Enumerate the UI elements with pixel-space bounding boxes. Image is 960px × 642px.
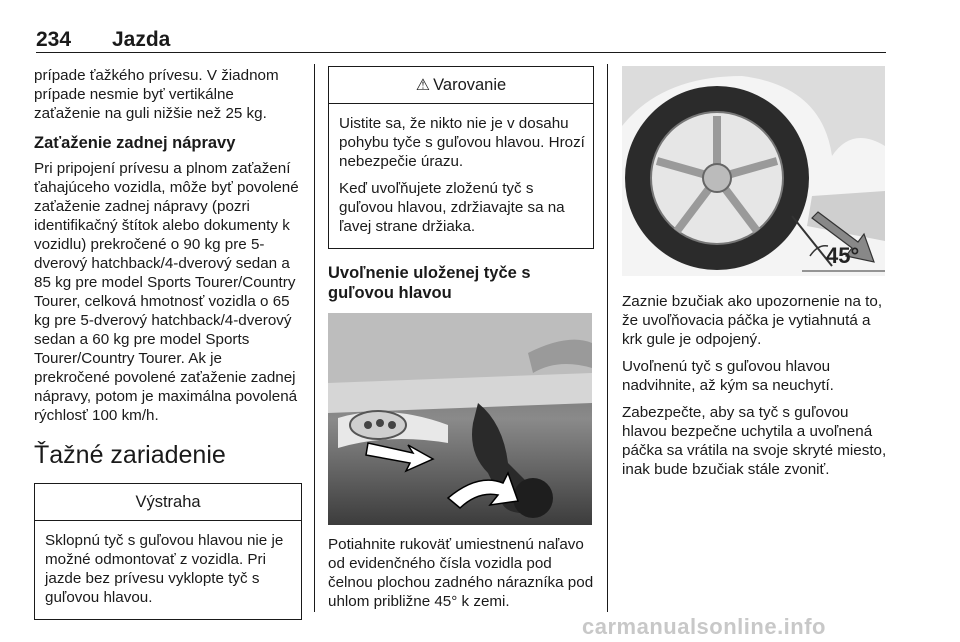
heading-rear-axle-load: Zaťaženie zadnej nápravy	[34, 134, 236, 152]
paragraph-pull-handle: Potiahnite rukoväť umiestnenú naľavo od evidenčného čísla vozidla pod čelnou plochou zadného nárazníka pod uhlom približne 45° k zemi.	[328, 536, 594, 610]
page-header	[36, 28, 886, 50]
warning-box-text-1: Uistite sa, že nikto nie je v dosahu pohybu tyče s guľovou hlavou. Hrozí nebezpečie úrazu.	[339, 115, 585, 170]
release-handle-illustration	[328, 313, 592, 525]
page-number: 234	[36, 28, 72, 51]
figure-release-handle	[328, 313, 592, 525]
heading-release-ball-bar: Uvoľnenie uloženej tyče s guľovou hlavou	[328, 264, 531, 302]
section-title-towing-device: Ťažné zariadenie	[34, 441, 226, 469]
paragraph-lift-bar: Uvoľnenú tyč s guľovou hlavou nadvihnite, až kým sa neuchytí.	[622, 358, 834, 394]
caution-box-title: Výstraha	[35, 484, 301, 521]
caution-box-text: Sklopnú tyč s guľovou hlavou nie je možné odmontovať z vozidla. Pri jazde bez prívesu vyklopte tyč s guľovou hlavou.	[45, 532, 284, 606]
column-divider-2	[607, 64, 608, 612]
wheel-45-degree-illustration	[622, 66, 885, 276]
column-right	[622, 66, 887, 487]
figure-45-degree	[622, 66, 885, 276]
column-divider-1	[314, 64, 315, 612]
warning-box-header	[329, 67, 593, 104]
warning-triangle-icon: ⚠	[415, 76, 431, 94]
paragraph-trailer-load: prípade ťažkého prívesu. V žiadnom prípade nesmie byť vertikálne zaťaženie na guli nižšie než 25 kg.	[34, 67, 279, 122]
caution-box	[34, 483, 302, 620]
paragraph-secure-bar: Zabezpečte, aby sa tyč s guľovou hlavou bezpečne uchytila a uvoľnená páčka sa vrátila na svoje skryté miesto, inak bude bzučiak stále zvoniť.	[622, 404, 887, 478]
warning-box	[328, 66, 594, 249]
column-middle	[328, 66, 594, 619]
warning-box-text-2: Keď uvoľňujete zloženú tyč s guľovou hlavou, zdržiavajte sa na ľavej strane držiaka.	[339, 180, 565, 235]
header-rule	[36, 52, 886, 53]
watermark: carmanualsonline.info	[582, 614, 826, 639]
paragraph-rear-axle-load: Pri pripojení prívesu a plnom zaťažení ťahajúceho vozidla, môže byť povolené zaťaženie zadnej nápravy (pozri identifikačný štítok alebo dokumenty k vozidlu) prekročené o 90 kg pre 5-dverový hatchback/4-dverový sedan a 85 kg pre model Sports Tourer/Country Tourer, celková hmotnosť vozidla o 65 kg pre 5-dverový hatchback/4-dverový sedan a 60 kg pre model Sports Tourer/Country Tourer. Ak je prekročené povolené zaťaženie zadnej nápravy, potom je maximálna povolená rýchlosť 100 km/h.	[34, 160, 299, 424]
paragraph-buzzer: Zaznie bzučiak ako upozornenie na to, že uvoľňovacia páčka je vytiahnutá a krk gule je odpojený.	[622, 293, 883, 348]
angle-label: 45°	[826, 243, 860, 268]
column-left	[34, 66, 302, 620]
chapter-title: Jazda	[112, 28, 171, 51]
warning-box-title: Varovanie	[433, 75, 507, 94]
